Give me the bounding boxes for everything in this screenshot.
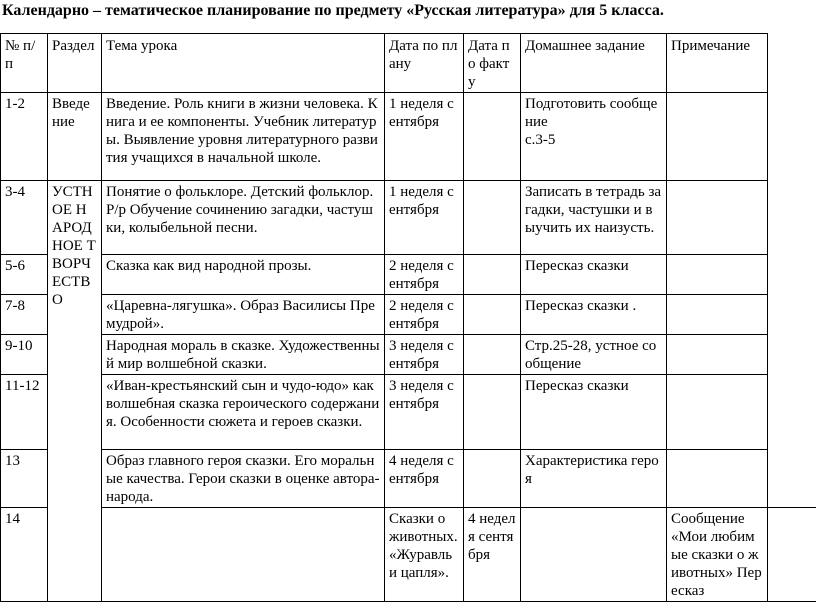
cell-homework: Сообщение «Мои любимые сказки о животных» Пересказ: [667, 508, 768, 602]
cell-num: 5-6: [1, 255, 48, 295]
cell-note: [667, 375, 768, 450]
cell-topic: Введение. Роль книги в жизни человека. Книга и ее компоненты. Учебник литературы. Выявление уровня литературного развития учащихся в начальной школе.: [102, 93, 385, 181]
cell-date-plan: 1 неделя сентября: [385, 93, 464, 181]
cell-num: 11-12: [1, 375, 48, 450]
header-date-plan: Дата по плану: [385, 34, 464, 93]
cell-note: [667, 295, 768, 335]
cell-num: 13: [1, 450, 48, 508]
cell-homework: Характеристика героя: [521, 450, 667, 508]
cell-date-plan: 4 неделя сентября: [385, 450, 464, 508]
header-homework: Домашнее задание: [521, 34, 667, 93]
cell-topic: «Иван-крестьянский сын и чудо-юдо» как волшебная сказка героического содержания. Особенности сюжета и героев сказки.: [102, 375, 385, 450]
cell-topic: Понятие о фольклоре. Детский фольклор. Р/р Обучение сочинению загадки, частушки, колыбельной песни.: [102, 181, 385, 255]
cell-topic: Сказка как вид народной прозы.: [102, 255, 385, 295]
cell-note: [768, 508, 816, 602]
cell-date-fact: [464, 375, 521, 450]
cell-date-plan: 3 неделя сентября: [385, 335, 464, 375]
page-title: Календарно – тематическое планирование по предмету «Русская литература» для 5 класса.: [2, 0, 816, 22]
cell-num: 7-8: [1, 295, 48, 335]
cell-homework: Пересказ сказки: [521, 255, 667, 295]
table-row: [1, 93, 816, 181]
cell-num: 3-4: [1, 181, 48, 255]
cell-homework: Записать в тетрадь загадки, частушки и выучить их наизусть.: [521, 181, 667, 255]
table-row: [1, 181, 816, 255]
cell-topic: Образ главного героя сказки. Его моральные качества. Герои сказки в оценке автора-народа.: [102, 450, 385, 508]
cell-note: [667, 181, 768, 255]
cell-date-fact: [464, 255, 521, 295]
cell-topic: Народная мораль в сказке. Художественный мир волшебной сказки.: [102, 335, 385, 375]
cell-section: УСТНОЕ НАРОДНОЕ ТВОРЧЕСТВО: [48, 181, 102, 602]
cell-section: Введение: [48, 93, 102, 181]
cell-note: [667, 255, 768, 295]
cell-date-plan: 2 неделя сентября: [385, 295, 464, 335]
header-section: Раздел: [48, 34, 102, 93]
cell-date-plan: 2 неделя сентября: [385, 255, 464, 295]
cell-num: 14: [1, 508, 48, 602]
cell-homework: Пересказ сказки: [521, 375, 667, 450]
cell-note: [667, 450, 768, 508]
table-row: [1, 375, 816, 450]
cell-date-fact: [464, 450, 521, 508]
cell-homework: Пересказ сказки .: [521, 295, 667, 335]
table-row: [1, 255, 816, 295]
cell-date-plan: 1 неделя сентября: [385, 181, 464, 255]
header-date-fact: Дата по факту: [464, 34, 521, 93]
planning-table: [0, 33, 816, 602]
cell-date-fact: [464, 93, 521, 181]
table-row: [1, 508, 816, 602]
header-num: № п/п: [1, 34, 48, 93]
cell-num: 9-10: [1, 335, 48, 375]
cell-topic: Сказки о животных. «Журавль и цапля».: [385, 508, 464, 602]
cell-topic: «Царевна-лягушка». Образ Василисы Премудрой».: [102, 295, 385, 335]
table-row: [1, 335, 816, 375]
cell-date-fact: [464, 335, 521, 375]
table-row: [1, 295, 816, 335]
header-topic: Тема урока: [102, 34, 385, 93]
cell-note: [667, 335, 768, 375]
cell-num: 1-2: [1, 93, 48, 181]
cell-date-fact: [464, 295, 521, 335]
cell-date-plan: 3 неделя сентября: [385, 375, 464, 450]
cell-homework: Подготовить сообщение с.3-5: [521, 93, 667, 181]
cell-homework: Стр.25-28, устное сообщение: [521, 335, 667, 375]
table-header-row: [1, 34, 816, 93]
header-note: Примечание: [667, 34, 768, 93]
cell-date-fact: [521, 508, 667, 602]
cell-note: [667, 93, 768, 181]
table-row: [1, 450, 816, 508]
cell-section: [102, 508, 385, 602]
cell-date-fact: [464, 181, 521, 255]
cell-date-plan: 4 неделя сентября: [464, 508, 521, 602]
